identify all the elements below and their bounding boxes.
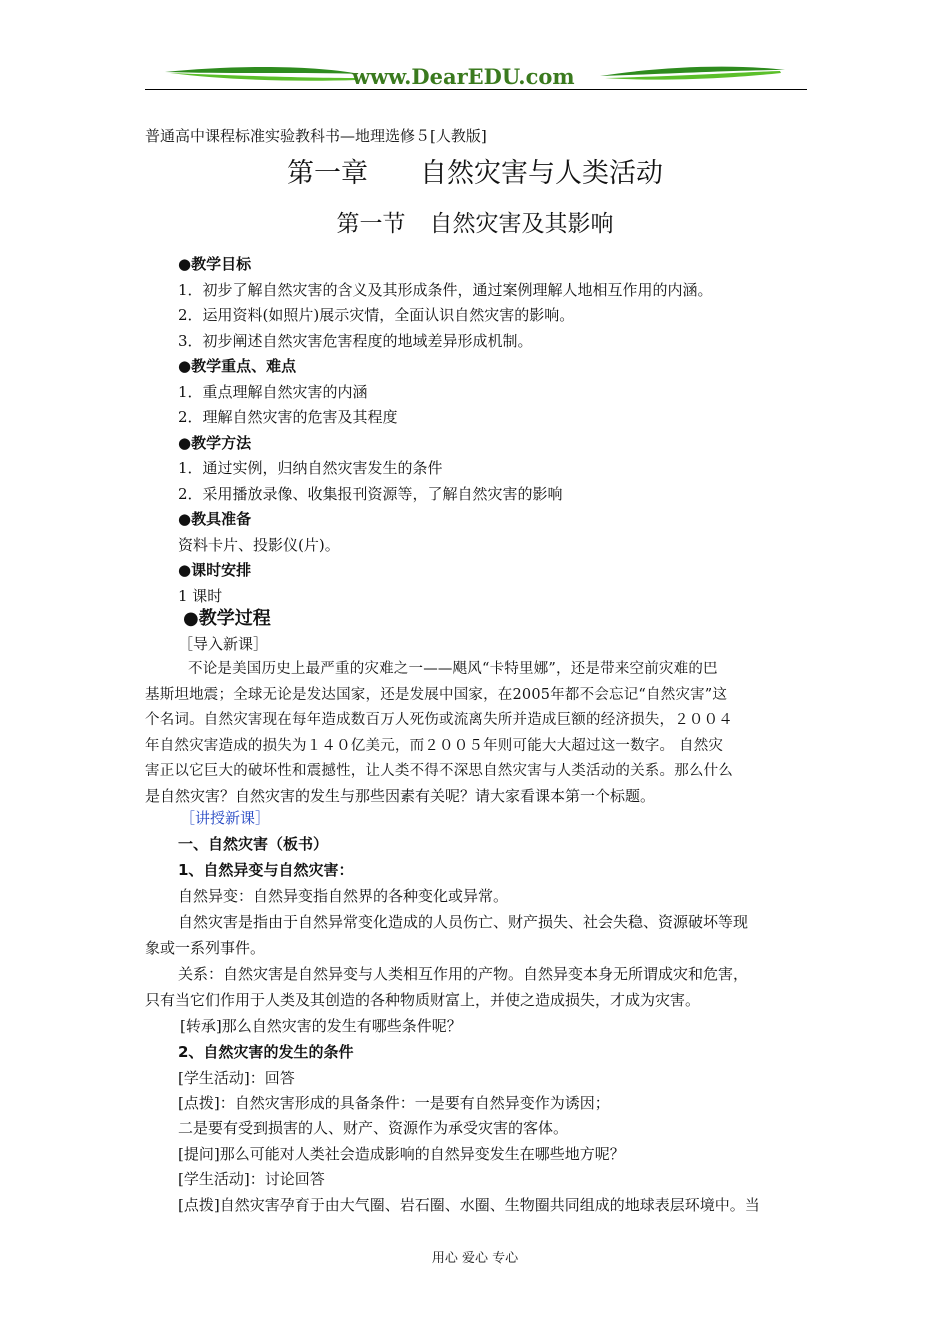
page-footer: 用心 爱心 专心 — [431, 1251, 519, 1266]
intro-line: 不论是美国历史上最严重的灾难之一——飓风“卡特里娜”，还是带来空前灾难的巴 — [188, 661, 718, 677]
methods-heading: ●教学方法 — [178, 434, 252, 452]
tools-heading: ●教具准备 — [178, 510, 252, 528]
sub2-heading: 2、自然灾害的发生的条件 — [178, 1043, 354, 1061]
section-number: 第一节 — [336, 211, 406, 237]
chapter-title — [0, 157, 950, 191]
intro-label: ［导入新课］ — [178, 635, 269, 653]
body-line: 只有当它们作用于人类及其创造的各种物质财富上，并使之造成损失，才成为灾害。 — [145, 991, 701, 1009]
body-line: [学生活动]：讨论回答 — [178, 1170, 325, 1188]
section-name: 自然灾害及其影响 — [429, 211, 614, 237]
part1-heading: 一、自然灾害（板书） — [178, 835, 329, 853]
header-rule — [145, 89, 807, 90]
body-line: 关系：自然灾害是自然异变与人类相互作用的产物。自然异变本身无所谓成灾和危害， — [178, 965, 749, 983]
body-line: 自然灾害是指由于自然异常变化造成的人员伤亡、财产损失、社会失稳、资源破坏等现 — [178, 913, 749, 931]
goal-item: 1．初步了解自然灾害的含义及其形成条件，通过案例理解人地相互作用的内涵。 — [178, 281, 713, 299]
chapter-name: 自然灾害与人类活动 — [420, 158, 663, 189]
goal-item: 3．初步阐述自然灾害危害程度的地域差异形成机制。 — [178, 332, 533, 350]
body-line: [学生活动]：回答 — [178, 1069, 295, 1087]
body-line: 自然异变：自然异变指自然界的各种变化或异常。 — [178, 887, 509, 905]
sub1-heading: 1、自然异变与自然灾害： — [178, 861, 354, 879]
source-line: 普通高中课程标准实验教科书—地理选修５[人教版] — [145, 127, 487, 145]
body-line: 象或一系列事件。 — [145, 939, 266, 957]
body-line: [提问]那么可能对人类社会造成影响的自然异变发生在哪些地方呢？ — [178, 1145, 625, 1163]
section-title — [0, 209, 950, 239]
keypoint-item: 1．重点理解自然灾害的内涵 — [178, 383, 368, 401]
keypoints-heading: ●教学重点、难点 — [178, 357, 297, 375]
site-banner-text: www.DearEDU.com — [352, 64, 575, 89]
intro-line: 害正以它巨大的破坏性和震撼性，让人类不得不深思自然灾害与人类活动的关系。那么什么 — [145, 763, 733, 779]
schedule-heading: ●课时安排 — [178, 561, 252, 579]
goal-item: 2．运用资料(如照片)展示灾情，全面认识自然灾害的影响。 — [178, 306, 575, 324]
intro-line: 基斯坦地震；全球无论是发达国家，还是发展中国家，在2005年都不会忘记“自然灾害”这 — [145, 687, 728, 703]
intro-line: 是自然灾害？自然灾害的发生与那些因素有关呢？请大家看课本第一个标题。 — [145, 787, 656, 805]
chapter-number: 第一章 — [287, 158, 368, 189]
body-line: [点拨]自然灾害孕育于由大气圈、岩石圈、水圈、生物圈共同组成的地球表层环境中。当 — [178, 1196, 760, 1214]
intro-line: 个名词。自然灾害现在每年造成数百万人死伤或流离失所并造成巨额的经济损失，２００４ — [145, 712, 733, 728]
body-line: [点拨]：自然灾害形成的具备条件：一是要有自然异变作为诱因； — [178, 1094, 610, 1112]
intro-line: 年自然灾害造成的损失为１４０亿美元，而２００５年则可能大大超过这一数字。 自然灾 — [145, 738, 724, 754]
lecture-label: ［讲授新课］ — [180, 809, 271, 827]
body-line: [转承]那么自然灾害的发生有哪些条件呢？ — [180, 1017, 462, 1035]
method-item: 1．通过实例，归纳自然灾害发生的条件 — [178, 459, 443, 477]
tools-text: 资料卡片、投影仪(片)。 — [178, 536, 340, 554]
process-heading: ●教学过程 — [183, 608, 271, 629]
keypoint-item: 2．理解自然灾害的危害及其程度 — [178, 408, 398, 426]
schedule-text: 1 课时 — [178, 587, 223, 605]
body-line: 二是要有受到损害的人、财产、资源作为承受灾害的客体。 — [178, 1119, 569, 1137]
method-item: 2．采用播放录像、收集报刊资源等，了解自然灾害的影响 — [178, 485, 563, 503]
goals-heading: ●教学目标 — [178, 255, 252, 273]
